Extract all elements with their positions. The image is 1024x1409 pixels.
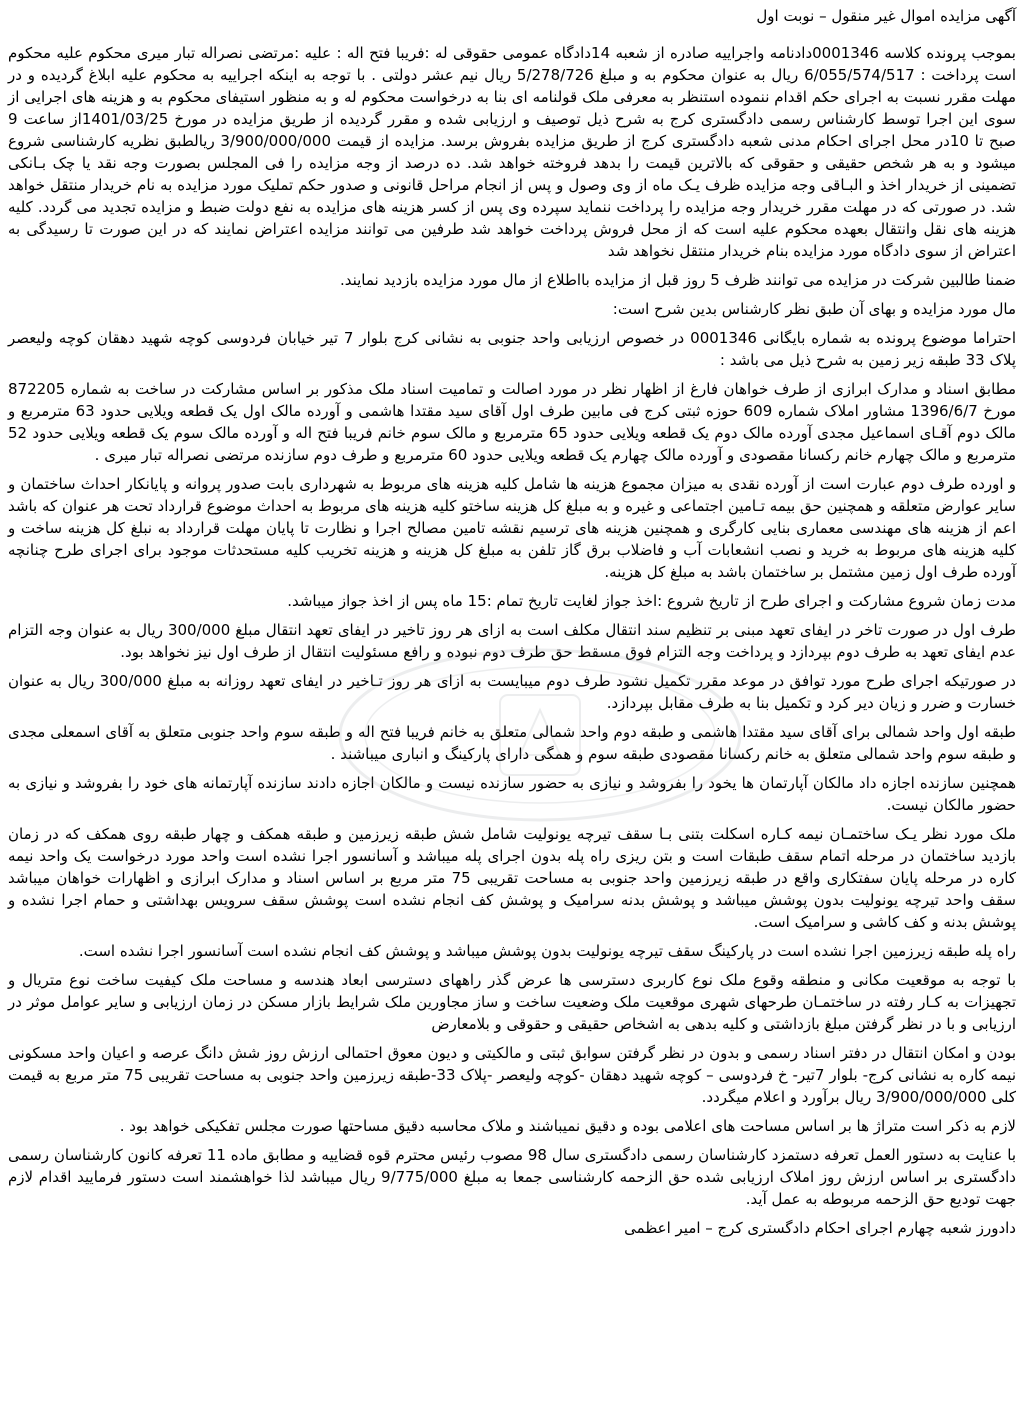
paragraph-second-party-penalty: در صورتیکه اجرای طرح مورد توافق در موعد مقرر تکمیل نشود طرف دوم میبایست به ازای هر روز تـاخیر در ایفای تعهد روزانه به مبلغ 300/000 ریال به عنوان خسارت و ضرر و زیان دیر کرد و تکمیل بنا به طرف مقابل بپردازد. bbox=[8, 672, 1016, 712]
paragraph-sale-permission: همچنین سازنده اجازه داد مالکان آپارتمان ها یخود را بفروشد و نیازی به حضور سازنده نیست و مالکان اجازه دادند سازنده آپارتمانه های خود را بفروشد و نیازی به حضور مالکان نیست. bbox=[8, 774, 1016, 814]
paragraph-second-party-contribution: و اورده طرف دوم عبارت است از آورده نقدی به میزان مجموع هزینه ها شامل کلیه هزینه های مربوط به شهرداری بابت صدور پروانه و پایانکار احداث ساختمان و سایر عوارض متعلقه و همچنین حق بیمه تـامین اجتماعی و غیره و به مبلغ کل هزینه ساختو کلیه هزینه های مربوط به احداث موضوع قرارداد تحت هر عنوان که باشد اعم از هزینه های مهندسی معماری بنایی کارگری و همچنین هزینه های ترسیم نقشه تامین مصالح اجرا و نظارت تا پایان مهلت قرارداد به نبلغ کل هزینه ساخت و کلیه هزینه های مربوط به خرید و نصب انشعابات آب و فاضلاب برق گاز تلفن به مبلغ کل هزینه و هزینه تخریب کلیه مستحدثات موجود برای اجرای طرح چنانچه آورده طرف اول زمین مشتمل بر ساختمان باشد به مبلغ کل هزینه. bbox=[8, 475, 1016, 581]
paragraph-judgment-and-auction-terms: بموجب پرونده کلاسه 0001346دادنامه واجراییه صادره از شعبه 14دادگاه عمومی حقوقی له :فریبا فتح اله : علیه :مرتضی نصراله تبار میری محکوم علیه محکوم است پرداخت : 6/055/574/517 ریال به عنوان محکوم به و مبلغ 5/278/726 ریال نیم عشر دولتی . با توجه به اینکه اجراییه به محکوم علیه ابلاغ گردیده و در مهلت مقرر نسبت به اجرای حکم اقدام ننموده استنظر به معرفی ملک قولنامه ای بنا به درخواست محکوم له و به منظور استیفای محکوم به و هزینه های اجرایی از سوی این اجرا توسط کارشناس رسمی دادگستری کرج به شرح ذیل توصیف و ارزیابی شده و مقرر گردیده از طریق مزایده در مورخ 1401/03/25از ساعت 9 صبح تا 10در محل اجرای احکام مدنی شعبه دادگستری کرج از طریق مزایده بفروش برسد. مزایده از قیمت 3/900/000/000 ریالطبق نظریه کارشناسی شروع میشود و به هر شخص حقیقی و حقوقی که بالاترین قیمت را بدهد فروخته خواهد شد. ده درصد از وجه مزایده را فی المجلس بصورت وجه نقد یا چک بـانکی تضمینی از خریدار اخذ و البـاقی وجه مزایده ظرف یـک ماه از وی وصول و پس از انجام مراحل قانونی و صدور حکم تملیک مورد مزایده به نام خریدار منتقل خواهد شد. در صورتی که در مهلت مقرر خریدار وجه مزایده را پرداخت ننماید سپرده وی پس از کسر هزینه های مزایده به نفع دولت ضبط و مزایده تجدید می گردد. کلیه هزینه های نقل وانتقال بعهده محکوم علیه است که از محل فروش پرداخت خواهد شد طرفین می توانند مزایده اعتراض نمایند که در این صورت تا رسیدگی به اعتراض از سوی دادگاه مورد مزایده بنام خریدار منتقل نخواهد شد bbox=[8, 44, 1017, 260]
paragraph-expert-intro: مال مورد مزایده و بهای آن طبق نظر کارشناس بدین شرح است: bbox=[612, 300, 1016, 318]
notice-title: آگهی مزایده اموال غیر منقول – نوبت اول bbox=[756, 7, 1016, 25]
paragraph-building-description: ملک مورد نظر یـک ساختمـان نیمه کـاره اسکلت بتنی بـا سقف تیرچه یونولیت شامل شش طبقه زیرزمین و طبقه همکف و چهار طبقه روی همکف که در زمان بازدید ساختمان در مرحله اتمام سقف طبقات است و بتن ریزی راه پله بدون اجرای پله میباشد و آسانسور اجرا نشده است واحد مورد درخواست یک واحد نیمه کاره در مرحله پایان سفتکاری واقع در طبقه زیرزمین واحد جنوبی به مساحت تقریبی 75 متر مربع بر اساس اسناد و مدارک ابرازی و اظهارات خواهان میباشد سقف واحد تیرچه یونولیت بدون پوشش میباشد و پوشش بدنه سرامیک و پوشش کف انجام نشده است پوشش سقف سرویس بهداشتی و حمام اجرا نشده و پوشش بدنه و کف کاشی و سرامیک است. bbox=[8, 825, 1016, 931]
paragraph-stairs-parking: راه پله طبقه زیرزمین اجرا نشده است در پارکینگ سقف تیرچه یونولیت بدون پوشش میباشد و پوشش کف انجام نشده است آسانسور اجرا نشده است. bbox=[78, 942, 1016, 960]
paragraph-valuation-factors: با توجه به موقعیت مکانی و منطقه وقوع ملک نوع کاربری دسترسی ها عرض گذر راههای دسترسی ابعاد هندسه و مساحت ملک کیفیت ساخت نوع متریال و تجهیزات به کـار رفته در ساختمـان طرحهای شهری موقعیت ملک وضعیت ساخت و ساز مجاورین ملک شرایط بازار مسکن در زمان ارزیابی و سایر عوامل موثر در ارزیابی و با در نظر گرفتن مبلغ بازداشتی و کلیه بدهی به اشخاص حقیقی و حقوقی و بلامعارض bbox=[8, 971, 1016, 1033]
signature-line: دادورز شعبه چهارم اجرای احکام دادگستری کرج – امیر اعظمی bbox=[624, 1219, 1016, 1237]
paragraph-project-duration: مدت زمان شروع مشارکت و اجرای طرح از تاریخ شروع :اخذ جواز لغایت تاریخ تمام :15 ماه پس از اخذ جواز میباشد. bbox=[287, 592, 1016, 610]
paragraph-first-party-penalty: طرف اول در صورت تاخر در ایفای تعهد مبنی بر تنظیم سند انتقال مکلف است به ازای هر روز تاخیر در ایفای تعهد انتقال مبلغ 300/000 ریال به عنوان وجه التزام عدم ایفای تعهد به طرف دوم بپردازد و پرداخت وجه التزام فوق مسقط حق طرف دوم نبوده و رافع مسئولیت انتقال از طرف اول نیز نخواهد بود. bbox=[8, 621, 1016, 661]
paragraph-partnership-documents: مطابق اسناد و مدارک ابرازی از طرف خواهان فارغ از اظهار نظر در مورد اصالت و تمامیت اسناد ملک مذکور بر اساس مشارکت در ساخت به شماره 872205 مورخ 1396/6/7 مشاور املاک شماره 609 حوزه ثبتی کرج فی مابین طرف اول آقای سید مقتدا هاشمی و آورده مالک اول یک قطعه ویلایی حدود 63 مترمربع و مالک دوم آقـای اسماعیل مجدی آورده مالک دوم یک قطعه ویلایی حدود 65 مترمربع و مالک سوم خانم فریبا فتح اله و آورده مالک سوم یک قطعه ویلایی حدود 52 مترمربع و مالک چهارم خانم رکسانا مقصودی و آورده مالک چهارم یک قطعه ویلایی حدود 60 مترمربع و طرف دوم سازنده مرتضی نصراله تبار میری . bbox=[8, 380, 1016, 464]
paragraph-area-note: لازم به ذکر است متراژ ها بر اساس مساحت های اعلامی بوده و دقیق نمیباشند و ملاک محاسبه دقیق مساحتها صورت مجلس تفکیکی خواهد بود . bbox=[119, 1117, 1016, 1135]
paragraph-visit-note: ضمنا طالبین شرکت در مزایده می توانند ظرف 5 روز قبل از مزایده بااطلاع از مال مورد مزایده بازدید نمایند. bbox=[339, 271, 1016, 289]
paragraph-unit-allocation: طبقه اول واحد شمالی برای آقای سید مقتدا هاشمی و طبقه دوم واحد شمالی متعلق به خانم فریبا فتح اله و طبقه سوم واحد جنوبی متعلق به آقای اسمعلی مجدی و طبقه سوم واحد شمالی متعلق به خانم رکسانا مقصودی طبقه سوم و همگی دارای پارکینگ و انباری میباشند . bbox=[8, 723, 1016, 763]
paragraph-property-address: احتراما موضوع پرونده به شماره بایگانی 0001346 در خصوص ارزیابی واحد جنوبی به نشانی کرج بلوار 7 تیر خیابان فردوسی کوچه شهید دهقان کوچه ولیعصر پلاک 33 طبقه زیر زمین به شرح ذیل می باشد : bbox=[8, 329, 1016, 369]
paragraph-final-valuation: بودن و امکان انتقال در دفتر اسناد رسمی و بدون در نظر گرفتن سوابق ثبتی و مالکیتی و دیون معوق احتمالی ارزش روز شش دانگ عرصه و اعیان واحد مسکونی نیمه کاره به نشانی کرج- بلوار 7تیر- خ فردوسی – کوچه شهید دهقان -کوچه ولیعصر -پلاک 33-طبقه زیرزمین واحد جنوبی به مساحت تقریبی 75 متر مربع به قیمت کلی 3/900/000/000 ریال برآورد و اعلام میگردد. bbox=[8, 1044, 1016, 1106]
paragraph-expert-fee: با عنایت به دستور العمل تعرفه دستمزد کارشناسان رسمی دادگستری سال 98 مصوب رئیس محترم قوه قضاییه و مطابق ماده 11 تعرفه کانون کارشناسان رسمی دادگستری بر اساس ارزش روز املاک ارزیابی شده حق الزحمه کارشناسی جمعا به مبلغ 9/775/000 ریال میباشد لذا خواهشمند است دستور فرمایید اقدام لازم جهت تودیع حق الزحمه مربوطه به عمل آید. bbox=[8, 1146, 1017, 1208]
